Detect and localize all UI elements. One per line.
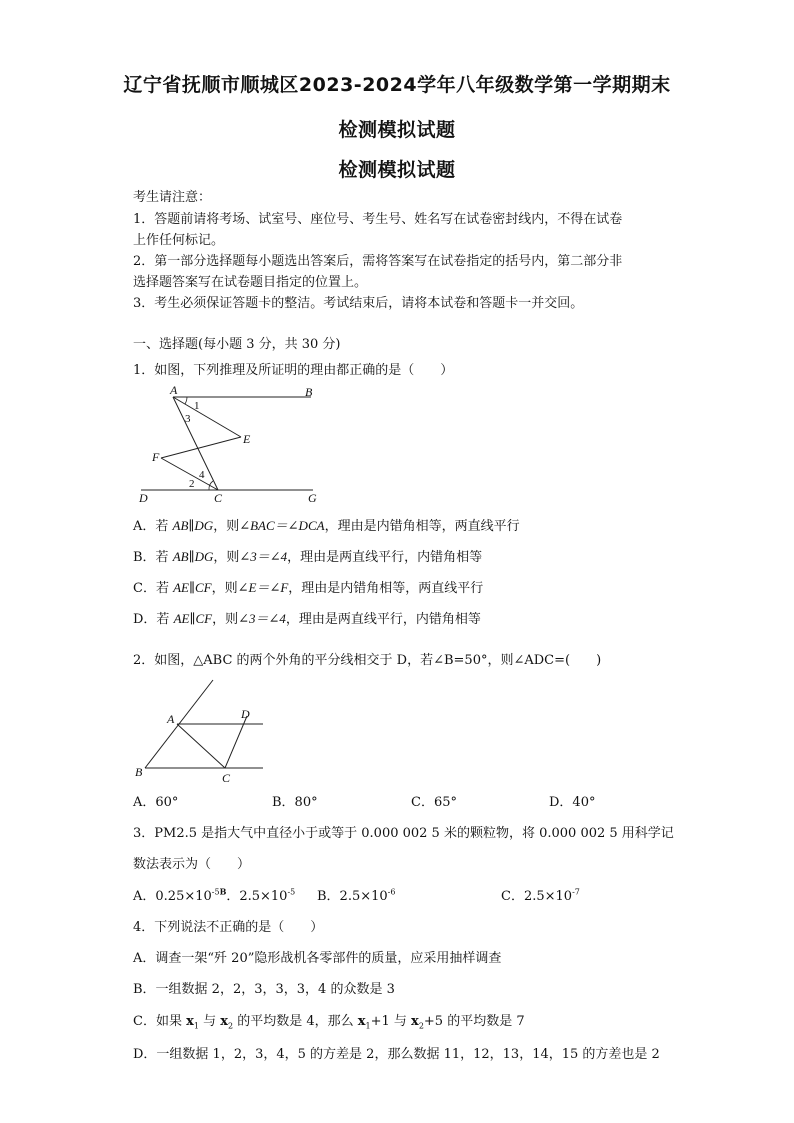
q1-label-C: C <box>214 491 223 505</box>
notice-item-2: 2．第一部分选择题每小题选出答案后，需将答案写在试卷指定的括号内，第二部分非 <box>133 254 623 269</box>
q1-option-c: C．若 AE∥CF，则∠E＝∠F，理由是内错角相等，两直线平行 <box>133 580 484 596</box>
q1-label-G: G <box>308 491 317 505</box>
q1-figure <box>133 380 333 505</box>
q1-angle-3: 3 <box>185 413 191 425</box>
q3-option-a: A．$0.25\times 10^{-5B}$．$2.5\times 10^{-5}$ <box>133 886 296 904</box>
notice-item-3: 3．考生必须保证答题卡的整洁。考试结束后，请将本试卷和答题卡一并交回。 <box>133 296 584 311</box>
notice-heading: 考生请注意： <box>133 190 212 205</box>
q3-stem: 3．PM2.5 是指大气中直径小于或等于 0.000 002 5 米的颗粒物，将 0.000 002 5 用科学记 <box>133 826 674 841</box>
q2-option-a: A．60° <box>133 795 179 810</box>
page-subtitle-repeat: 检测模拟试题 <box>338 159 456 181</box>
q2-label-C: C <box>222 771 231 785</box>
q1-angle-4: 4 <box>199 469 205 481</box>
q1-label-A: A <box>170 383 178 397</box>
q2-option-d: D．40° <box>549 795 596 810</box>
q1-option-b: B．若 AB∥DG，则∠3＝∠4，理由是两直线平行，内错角相等 <box>133 549 483 565</box>
notice-item-2-cont: 选择题答案写在试卷题目指定的位置上。 <box>133 275 368 290</box>
notice-item-1: 1．答题前请将考场、试室号、座位号、考生号、姓名写在试卷密封线内，不得在试卷 <box>133 212 623 227</box>
q1-stem: 1．如图，下列推理及所证明的理由都正确的是（ ） <box>133 363 454 378</box>
q4-option-d: D．一组数据 1，2，3，4，5 的方差是 2，那么数据 11，12，13，14，15 的方差也是 2 <box>133 1047 660 1062</box>
q2-stem: 2．如图，△ABC 的两个外角的平分线相交于 D，若∠B=50°，则∠ADC=( ) <box>133 653 602 668</box>
q3-option-c: C．$2.5\times 10^{-7}$ <box>501 887 580 904</box>
q2-figure <box>133 676 273 786</box>
notice-item-1-cont: 上作任何标记。 <box>133 233 225 248</box>
q4-option-c: C．如果 $x_1$ 与 $x_2$ 的平均数是 4，那么 $x_1+1$ 与 $x_2+5$ 的平均数是 7 <box>133 1014 525 1031</box>
q2-label-B: B <box>135 765 143 779</box>
page-title: 辽宁省抚顺市顺城区2023-2024学年八年级数学第一学期期末 <box>123 74 671 96</box>
q1-option-a: A．若 AB∥DG，则∠BAC＝∠DCA，理由是内错角相等，两直线平行 <box>133 518 520 534</box>
q2-option-c: C．65° <box>411 795 457 810</box>
q2-option-b: B．80° <box>272 795 318 810</box>
q1-angle-1: 1 <box>194 400 200 412</box>
q1-label-E: E <box>243 432 251 446</box>
q4-option-a: A．调查一架“歼 20”隐形战机各零部件的质量，应采用抽样调查 <box>133 951 502 966</box>
q1-option-d: D．若 AE∥CF，则∠3＝∠4，理由是两直线平行，内错角相等 <box>133 611 481 627</box>
q1-label-B: B <box>305 385 313 399</box>
q3-stem-cont: 数法表示为（ ） <box>133 857 251 872</box>
q2-label-D: D <box>241 707 250 721</box>
q1-angle-2: 2 <box>189 478 195 490</box>
page-subtitle: 检测模拟试题 <box>338 119 456 141</box>
q2-label-A: A <box>167 712 175 726</box>
q1-label-D: D <box>139 491 148 505</box>
section-heading: 一、选择题(每小题 3 分，共 30 分) <box>133 337 341 352</box>
q4-option-b: B．一组数据 2，2，3，3，3，4 的众数是 3 <box>133 982 395 997</box>
q3-option-b: B．$2.5\times 10^{-6}$ <box>317 887 396 904</box>
q1-label-F: F <box>152 450 160 464</box>
q4-stem: 4．下列说法不正确的是（ ） <box>133 920 324 935</box>
